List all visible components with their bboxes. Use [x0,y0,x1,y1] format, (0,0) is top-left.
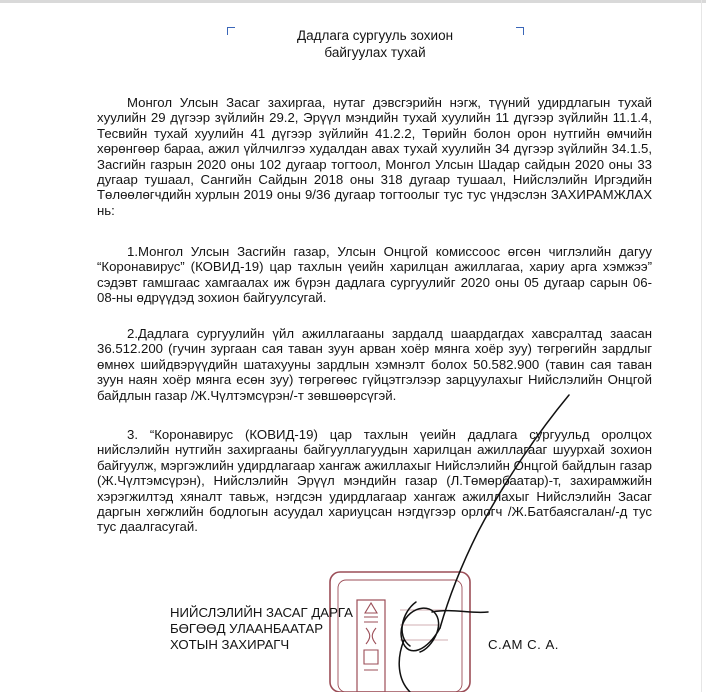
signature-block [170,605,353,653]
signatory-title-line-3: ХОТЫН ЗАХИРАГЧ [170,637,290,652]
order-item-2: 2.Дадлага сургуулийн үйл ажиллагааны зардалд шаардагдах хавсралтад заасан 36.512.200 (гучин зургаан сая таван зуун арван хоёр мянга хоёр зуу) төгрөгийн зардлыг өмнөх шийдвэрүүдийн шатахууны зардлын хэмнэлт болох 50.582.900 (тавин сая таван зуун наян хоёр мянга есөн зуу) төгрөгөөс гүйцэтгэлээр зарцуулахыг Нийслэлийн Онцгой байдлын газар /Ж.Чүлтэмсүрэн/-т зөвшөөрсүгэй. [97,326,652,403]
signatory-title-line-1: НИЙСЛЭЛИЙН ЗАСАГ ДАРГА [170,605,353,620]
title-line-1: Дадлага сургууль зохион [296,28,454,43]
title-line-2: байгуулах тухай [324,45,426,60]
order-item-1: 1.Монгол Улсын Засгийн газар, Улсын Онцгой комиссоос өгсөн чиглэлийн дагуу “Коронавирус” (КОВИД-19) цар тахлын үеийн харилцан ажиллагаа, хариу арга хэмжээ” сэдэвт гамшгаас хамгаалах иж бүрэн дадлага сургуулийг 2020 оны 05 дугаар сарын 06-08-ны өдрүүдэд зохион байгуулсугай. [97,244,652,306]
signatory-title-line-2: БӨГӨӨД УЛААНБААТАР [170,621,324,636]
preamble-paragraph: Монгол Улсын Засаг захиргаа, нутаг дэвсгэрийн нэгж, түүний удирдлагын тухай хуулийн 29 дүгээр зүйлийн 29.2, Эрүүл мэндийн тухай хуулийн 11 дүгээр зүйлийн 11.1.4, Тесвийн тухай хуулийн 41 дүгээр зүйлийн 41.2.2, Төрийн болон орон нутгийн өмчийн хөрөнгөөр бараа, ажил үйлчилгээ худалдан авах тухай хуулийн 34 дүгээр зүйлийн 34.1.5, Засгийн газрын 2020 оны 102 дугаар тогтоол, Монгол Улсын Шадар сайдын 2020 оны 33 дугаар тушаал, Сангийн Сайдын 2018 оны 318 дугаар тушаал, Нийслэлийн Иргэдийн Төлөөлөгчдийн хурлын 2019 оны 9/36 дугаар тогтоолыг тус тус үндэслэн ЗАХИРАМЖЛАХ нь: [97,95,652,218]
signatory-name: С.АМ С. А. [488,637,559,652]
order-item-3: 3. “Коронавирус (КОВИД-19) цар тахлын үеийн дадлага сургуульд оролцох нийслэлийн нутгийн захиргааны байгууллагуудын харилцан ажиллагааг шуурхай зохион байгуулж, мэргэжлийн удирдлагаар хангаж ажиллахыг Нийслэлийн Онцгой байдлын газар (Ж.Чүлтэмсүрэн), Нийслэлийн Эрүүл мэндийн газар (Л.Төмөрбаатар)-т, захирамжийн хэрэгжилтэд хяналт тавьж, нэгдсэн удирдлагаар хангаж ажиллахыг Нийслэлийн Засаг даргын хөгжлийн бодлогын асуудал хариуцсан нэгдүгээр орлогч /Ж.Батбаясгалан/-д тус тус даалгасугай. [97,427,652,535]
